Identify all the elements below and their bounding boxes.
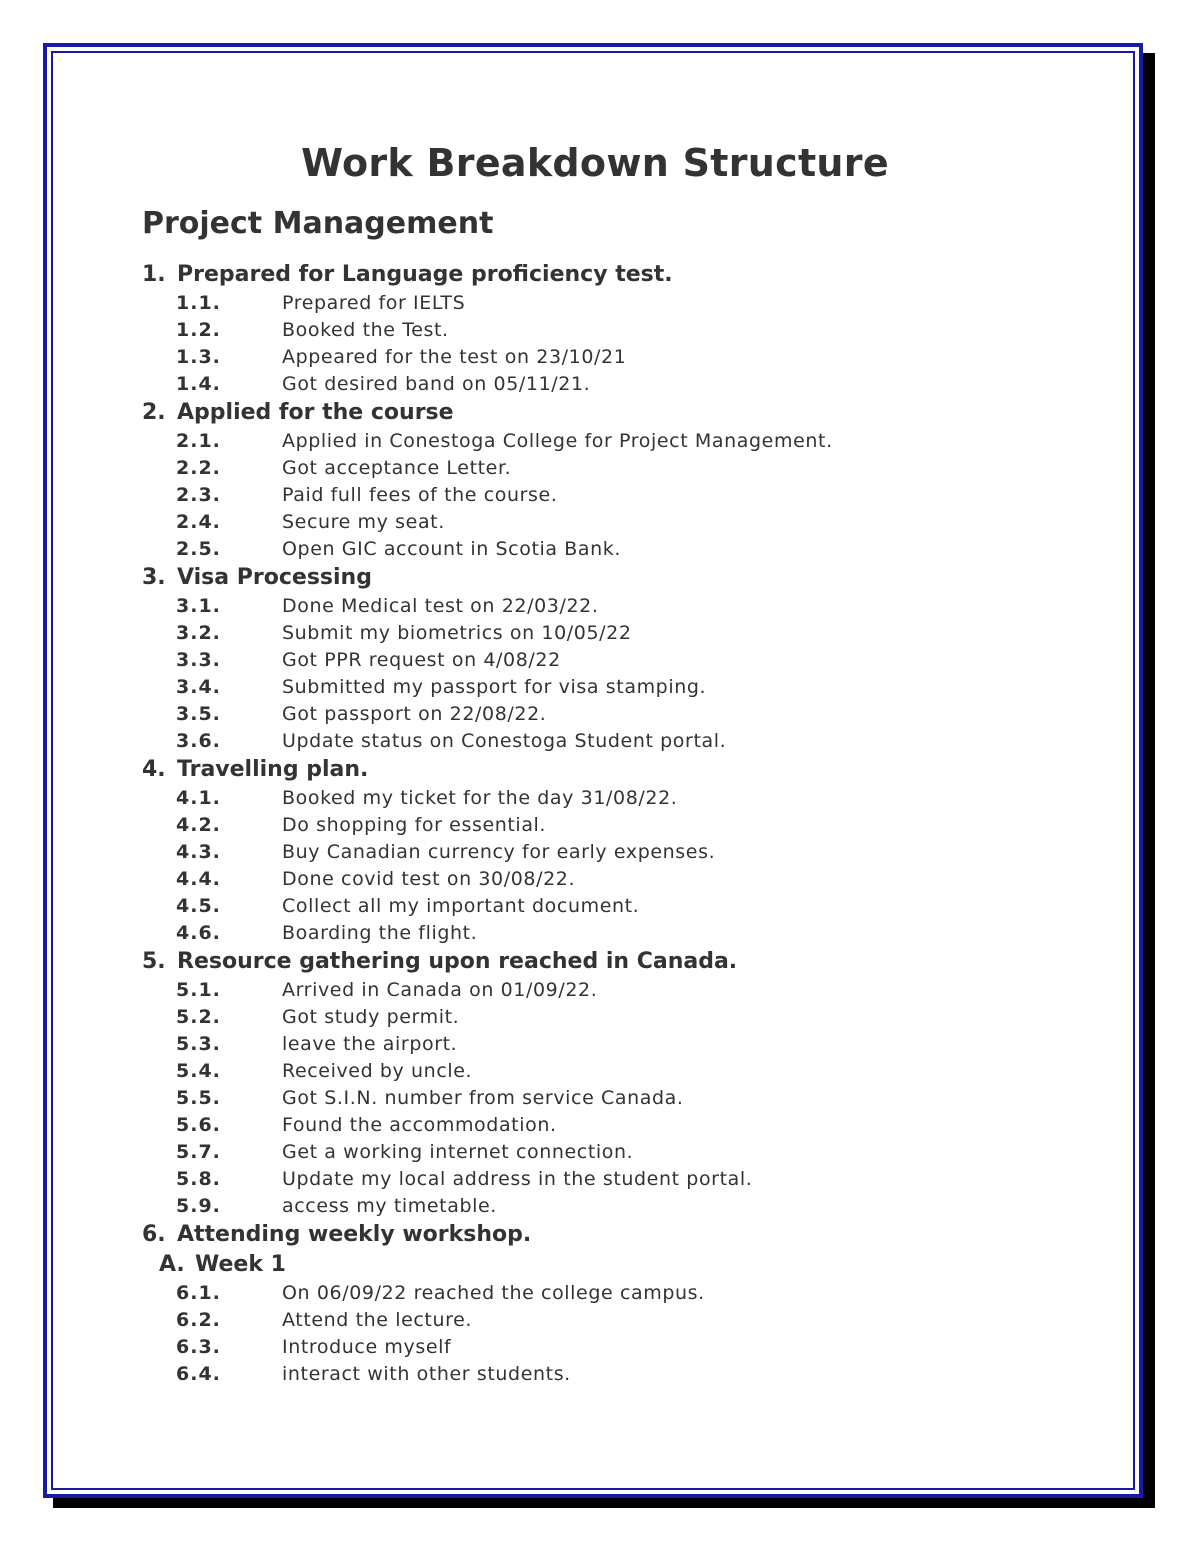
item-text: Boarding the flight. <box>282 922 478 944</box>
section-title: Resource gathering upon reached in Canada. <box>177 949 738 974</box>
list-item <box>142 620 1102 647</box>
item-text: Got desired band on 05/11/21. <box>282 373 591 395</box>
item-number: 6.3. <box>176 1336 221 1358</box>
section-heading <box>142 755 1102 785</box>
item-text: Got acceptance Letter. <box>282 457 512 479</box>
item-number: 2.3. <box>176 484 221 506</box>
item-text: On 06/09/22 reached the college campus. <box>282 1282 705 1304</box>
list-item <box>142 728 1102 755</box>
section-number: 5. <box>142 949 166 974</box>
list-item <box>142 371 1102 398</box>
section-title: Applied for the course <box>177 400 454 425</box>
list-item <box>142 290 1102 317</box>
section-heading <box>142 398 1102 428</box>
section-number: 3. <box>142 565 166 590</box>
item-number: 1.1. <box>176 292 221 314</box>
item-number: 6.2. <box>176 1309 221 1331</box>
item-text: Open GIC account in Scotia Bank. <box>282 538 622 560</box>
item-number: 5.5. <box>176 1087 221 1109</box>
wbs-content <box>142 260 1102 1388</box>
item-number: 6.1. <box>176 1282 221 1304</box>
list-item <box>142 1193 1102 1220</box>
list-item <box>142 785 1102 812</box>
list-item <box>142 1112 1102 1139</box>
section-heading <box>142 1220 1102 1250</box>
document-title: Work Breakdown Structure <box>301 141 889 185</box>
item-text: leave the airport. <box>282 1033 458 1055</box>
item-number: 3.2. <box>176 622 221 644</box>
list-item <box>142 1166 1102 1193</box>
item-text: Submitted my passport for visa stamping. <box>282 676 707 698</box>
item-text: interact with other students. <box>282 1363 571 1385</box>
list-item <box>142 866 1102 893</box>
list-item <box>142 1139 1102 1166</box>
item-number: 1.4. <box>176 373 221 395</box>
item-number: 4.3. <box>176 841 221 863</box>
item-number: 1.3. <box>176 346 221 368</box>
item-text: Appeared for the test on 23/10/21 <box>282 346 627 368</box>
item-number: 5.1. <box>176 979 221 1001</box>
list-item <box>142 1280 1102 1307</box>
item-text: Get a working internet connection. <box>282 1141 634 1163</box>
item-number: 5.3. <box>176 1033 221 1055</box>
section-heading <box>142 260 1102 290</box>
week-heading <box>142 1250 1102 1280</box>
item-number: 4.6. <box>176 922 221 944</box>
item-text: Submit my biometrics on 10/05/22 <box>282 622 632 644</box>
list-item <box>142 317 1102 344</box>
section-number: 2. <box>142 400 166 425</box>
item-number: 6.4. <box>176 1363 221 1385</box>
item-text: Update my local address in the student portal. <box>282 1168 753 1190</box>
section-title: Travelling plan. <box>177 757 369 782</box>
item-text: Found the accommodation. <box>282 1114 557 1136</box>
item-text: Got S.I.N. number from service Canada. <box>282 1087 684 1109</box>
list-item <box>142 1307 1102 1334</box>
list-item <box>142 920 1102 947</box>
week-letter: A. <box>159 1252 185 1277</box>
item-text: Booked the Test. <box>282 319 449 341</box>
section-number: 1. <box>142 262 166 287</box>
section-title: Visa Processing <box>177 565 372 590</box>
item-text: Introduce myself <box>282 1336 452 1358</box>
list-item <box>142 647 1102 674</box>
item-number: 3.4. <box>176 676 221 698</box>
item-text: access my timetable. <box>282 1195 497 1217</box>
item-number: 4.1. <box>176 787 221 809</box>
list-item <box>142 1004 1102 1031</box>
item-text: Arrived in Canada on 01/09/22. <box>282 979 598 1001</box>
item-text: Got passport on 22/08/22. <box>282 703 547 725</box>
item-number: 1.2. <box>176 319 221 341</box>
item-number: 2.2. <box>176 457 221 479</box>
item-number: 2.4. <box>176 511 221 533</box>
document-subtitle: Project Management <box>142 206 494 241</box>
item-text: Done Medical test on 22/03/22. <box>282 595 599 617</box>
item-text: Prepared for IELTS <box>282 292 466 314</box>
section-title: Attending weekly workshop. <box>177 1222 532 1247</box>
list-item <box>142 1361 1102 1388</box>
section-heading <box>142 563 1102 593</box>
item-number: 3.1. <box>176 595 221 617</box>
item-number: 2.5. <box>176 538 221 560</box>
item-number: 5.7. <box>176 1141 221 1163</box>
list-item <box>142 536 1102 563</box>
section-heading <box>142 947 1102 977</box>
list-item <box>142 812 1102 839</box>
item-text: Collect all my important document. <box>282 895 640 917</box>
item-text: Buy Canadian currency for early expenses. <box>282 841 716 863</box>
item-number: 4.2. <box>176 814 221 836</box>
item-text: Attend the lecture. <box>282 1309 473 1331</box>
item-text: Secure my seat. <box>282 511 445 533</box>
item-text: Got PPR request on 4/08/22 <box>282 649 561 671</box>
item-text: Booked my ticket for the day 31/08/22. <box>282 787 678 809</box>
item-number: 4.5. <box>176 895 221 917</box>
item-text: Applied in Conestoga College for Project Management. <box>282 430 833 452</box>
item-number: 3.5. <box>176 703 221 725</box>
week-title: Week 1 <box>195 1252 286 1277</box>
list-item <box>142 509 1102 536</box>
list-item <box>142 1031 1102 1058</box>
section-title: Prepared for Language proficiency test. <box>177 262 673 287</box>
item-number: 5.6. <box>176 1114 221 1136</box>
item-text: Update status on Conestoga Student portal. <box>282 730 727 752</box>
list-item <box>142 701 1102 728</box>
item-text: Got study permit. <box>282 1006 460 1028</box>
list-item <box>142 593 1102 620</box>
item-number: 5.4. <box>176 1060 221 1082</box>
list-item <box>142 1334 1102 1361</box>
section-number: 4. <box>142 757 166 782</box>
list-item <box>142 977 1102 1004</box>
item-text: Done covid test on 30/08/22. <box>282 868 576 890</box>
list-item <box>142 344 1102 371</box>
item-number: 3.3. <box>176 649 221 671</box>
item-number: 5.9. <box>176 1195 221 1217</box>
list-item <box>142 893 1102 920</box>
item-number: 5.8. <box>176 1168 221 1190</box>
item-number: 2.1. <box>176 430 221 452</box>
item-text: Received by uncle. <box>282 1060 473 1082</box>
list-item <box>142 839 1102 866</box>
item-number: 4.4. <box>176 868 221 890</box>
item-number: 3.6. <box>176 730 221 752</box>
list-item <box>142 1085 1102 1112</box>
section-number: 6. <box>142 1222 166 1247</box>
list-item <box>142 482 1102 509</box>
list-item <box>142 1058 1102 1085</box>
list-item <box>142 455 1102 482</box>
list-item <box>142 674 1102 701</box>
item-number: 5.2. <box>176 1006 221 1028</box>
item-text: Do shopping for essential. <box>282 814 547 836</box>
item-text: Paid full fees of the course. <box>282 484 558 506</box>
list-item <box>142 428 1102 455</box>
